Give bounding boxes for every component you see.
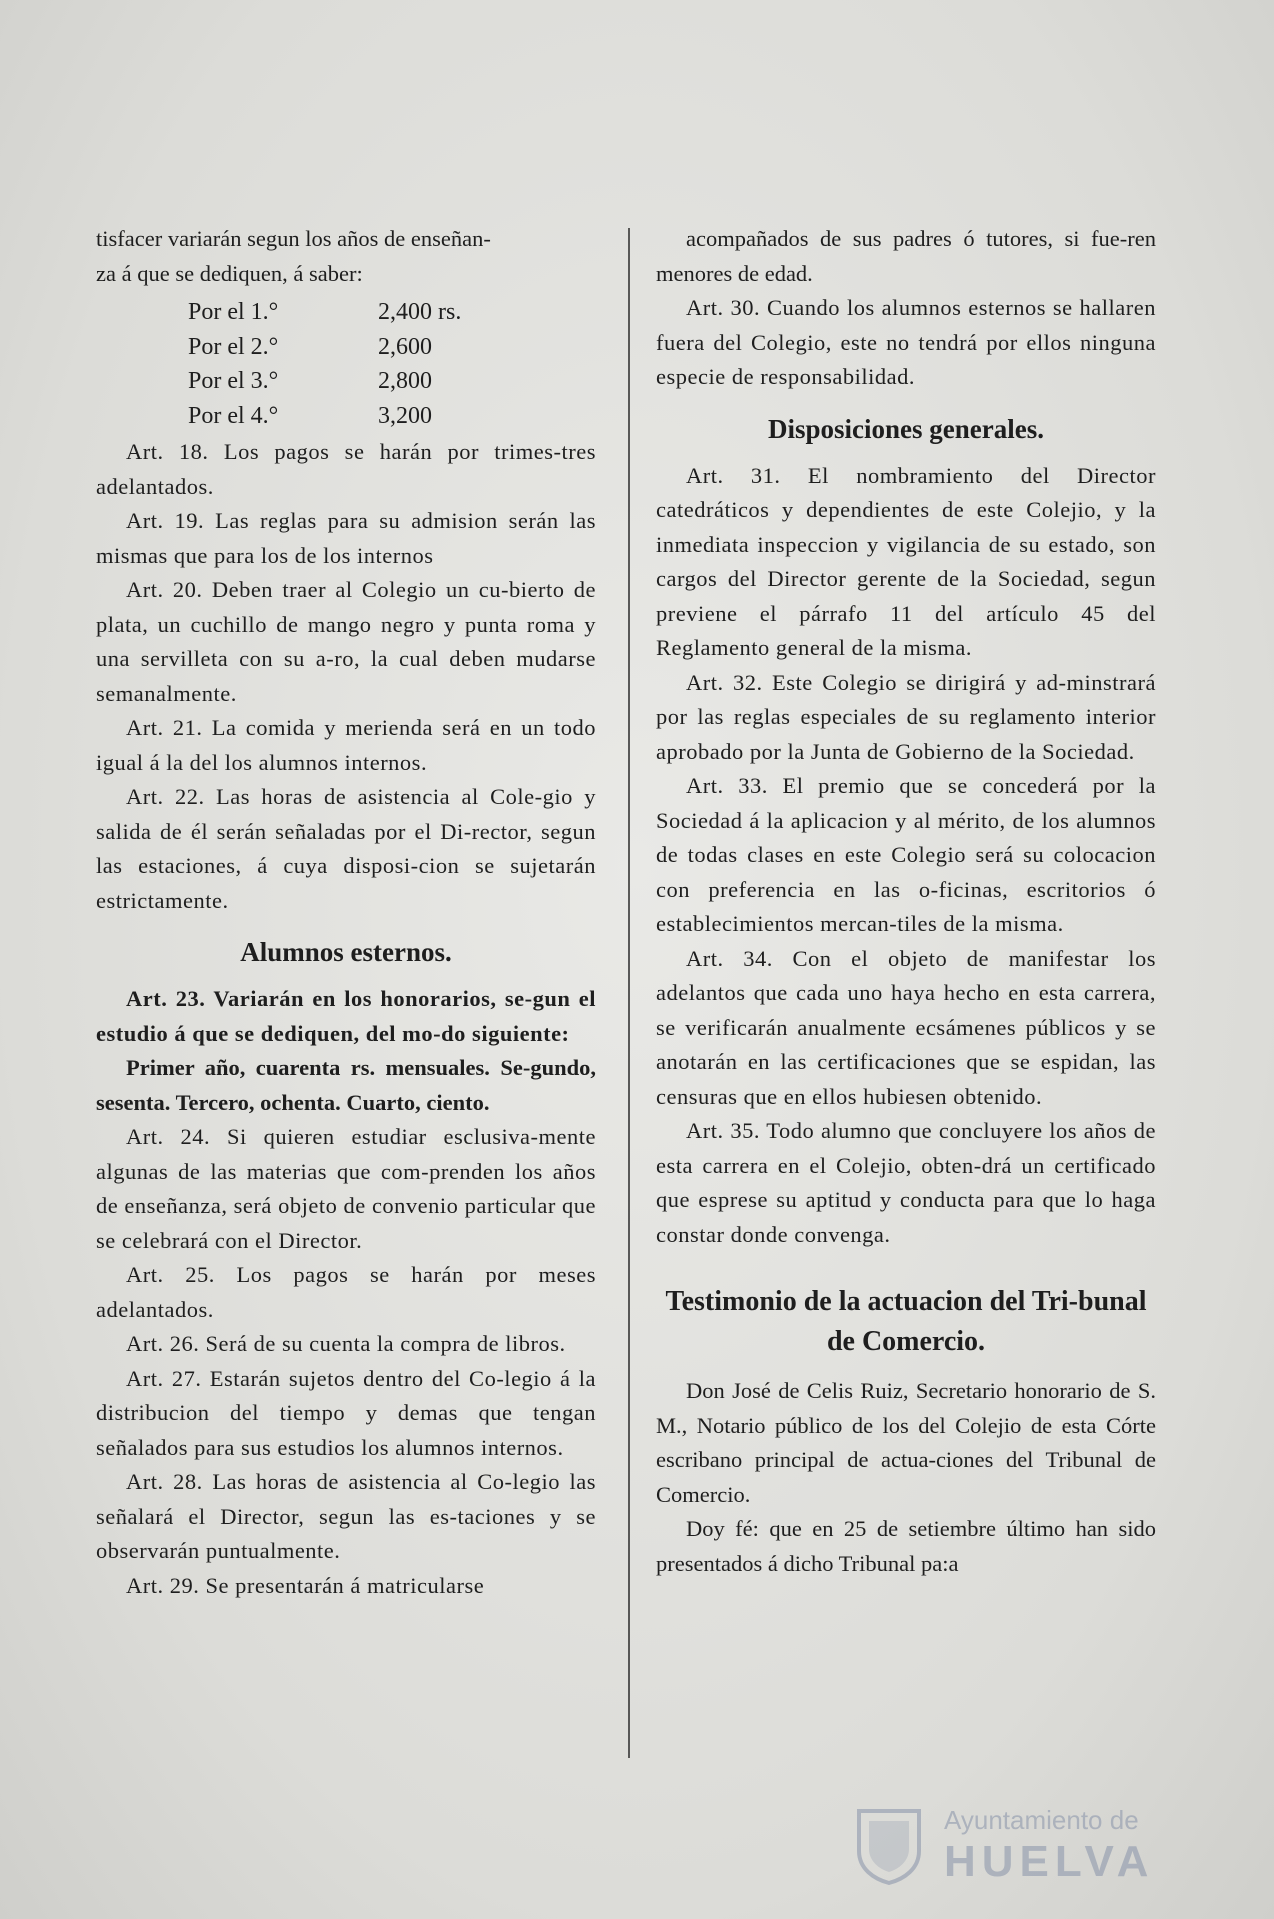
intro-line: tisfacer variarán segun los años de enseñan-	[96, 226, 491, 251]
testimonio-paragraph: Doy fé: que en 25 de setiembre último han sido presentados á dicho Tribunal pa:a	[656, 1516, 1156, 1576]
section-heading-testimonio: Testimonio de la actuacion del Tri-bunal de Comercio.	[665, 1286, 1147, 1357]
fee-amount: 3,200	[378, 402, 432, 429]
article-28: Art. 28. Las horas de asistencia al Co-legio las señalará el Director, segun las es-taciones y se observarán puntualmente.	[96, 1469, 596, 1563]
article-30: Art. 30. Cuando los alumnos esternos se hallaren fuera del Colegio, este no tendrá por ellos ninguna especie de responsabilidad.	[656, 295, 1156, 389]
shield-icon	[854, 1807, 924, 1885]
watermark-line-1: Ayuntamiento de	[944, 1805, 1139, 1835]
fee-label: Por el 1.°	[188, 299, 279, 325]
fee-row	[188, 399, 461, 434]
article-21: Art. 21. La comida y merienda será en un todo igual á la del los alumnos internos.	[96, 715, 596, 775]
article-33: Art. 33. El premio que se concederá por la Sociedad á la aplicacion y al mérito, de los alumnos de todas clases en este Colegio será su colocacion con preferencia en las o-ficinas, escritorios ó establecimientos mercan-tiles de la misma.	[656, 773, 1156, 936]
article-24: Art. 24. Si quieren estudiar esclusiva-mente algunas de las materias que com-prenden los años de enseñanza, será objeto de convenio particular que se celebrará con el Director.	[96, 1124, 596, 1253]
article-23-detail: Primer año, cuarenta rs. mensuales. Se-gundo, sesenta. Tercero, ochenta. Cuarto, ciento.	[96, 1055, 596, 1115]
fee-label: Por el 3.°	[188, 368, 279, 394]
fees-table	[188, 295, 461, 433]
fee-row	[188, 330, 461, 365]
article-20: Art. 20. Deben traer al Colegio un cu-bierto de plata, un cuchillo de mango negro y punta roma y una servilleta con su a-ro, la cual deben mudarse semanalmente.	[96, 577, 596, 706]
right-column	[656, 222, 1156, 1581]
fee-label: Por el 2.°	[188, 333, 279, 360]
article-22: Art. 22. Las horas de asistencia al Cole-gio y salida de él serán señaladas por el Di-rector, segun las estaciones, á cuya disposi-cion se sujetarán estrictamente.	[96, 784, 596, 913]
article-25: Art. 25. Los pagos se harán por meses adelantados.	[96, 1262, 596, 1322]
section-heading-externos: Alumnos esternos.	[240, 937, 452, 967]
watermark-line-2: HUELVA	[944, 1837, 1155, 1886]
article-32: Art. 32. Este Colegio se dirigirá y ad-minstrará por las reglas especiales de su reglamento interior aprobado por la Junta de Gobierno de la Sociedad.	[656, 669, 1156, 764]
article-26: Art. 26. Será de su cuenta la compra de libros.	[126, 1331, 566, 1356]
left-column	[96, 222, 596, 1603]
article-31: Art. 31. El nombramiento del Director catedráticos y dependientes de este Colejio, y la inmediata inspeccion y vigilancia de su estado, son cargos del Director gerente de la Sociedad, segun previene el párrafo 11 del artículo 45 del Reglamento general de la misma.	[656, 462, 1156, 660]
article-18: Art. 18. Los pagos se harán por trimes-tres adelantados.	[96, 439, 596, 499]
fee-amount: 2,400 rs.	[378, 299, 462, 325]
watermark	[854, 1801, 1194, 1891]
intro-line: za á que se dediquen, á saber:	[96, 260, 363, 286]
article-34: Art. 34. Con el objeto de manifestar los adelantos que cada uno haya hecho en esta carrera, se verificarán anualmente ecsámenes públicos y se anotarán en las certificaciones que se espidan, las censuras que en ellos hubiesen obtenido.	[656, 945, 1156, 1109]
testimonio-paragraph: Don José de Celis Ruiz, Secretario honorario de S. M., Notario público de los del Colejio de esta Córte escribano principal de actua-ciones del Tribunal de Comercio.	[656, 1378, 1156, 1507]
article-29: Art. 29. Se presentarán á matricularse	[126, 1572, 485, 1598]
fee-label: Por el 4.°	[188, 402, 279, 429]
fee-amount: 2,800	[378, 368, 432, 394]
fee-row	[188, 364, 461, 399]
article-35: Art. 35. Todo alumno que concluyere los años de esta carrera en el Colejio, obten-drá un certificado que esprese su aptitud y conducta para que lo haga constar donde convenga.	[656, 1118, 1156, 1247]
fee-amount: 2,600	[378, 333, 432, 360]
fee-row	[188, 295, 461, 330]
column-divider	[628, 228, 630, 1758]
article-23: Art. 23. Variarán en los honorarios, se-gun el estudio á que se dediquen, del mo-do siguiente:	[96, 986, 596, 1046]
article-19: Art. 19. Las reglas para su admision serán las mismas que para los de los internos	[96, 508, 596, 568]
section-heading-generales: Disposiciones generales.	[768, 413, 1044, 444]
continuation-text: acompañados de sus padres ó tutores, si fue-ren menores de edad.	[656, 226, 1156, 286]
article-27: Art. 27. Estarán sujetos dentro del Co-legio á la distribucion del tiempo y demas que tengan señalados para sus estudios los alumnos internos.	[96, 1365, 596, 1460]
